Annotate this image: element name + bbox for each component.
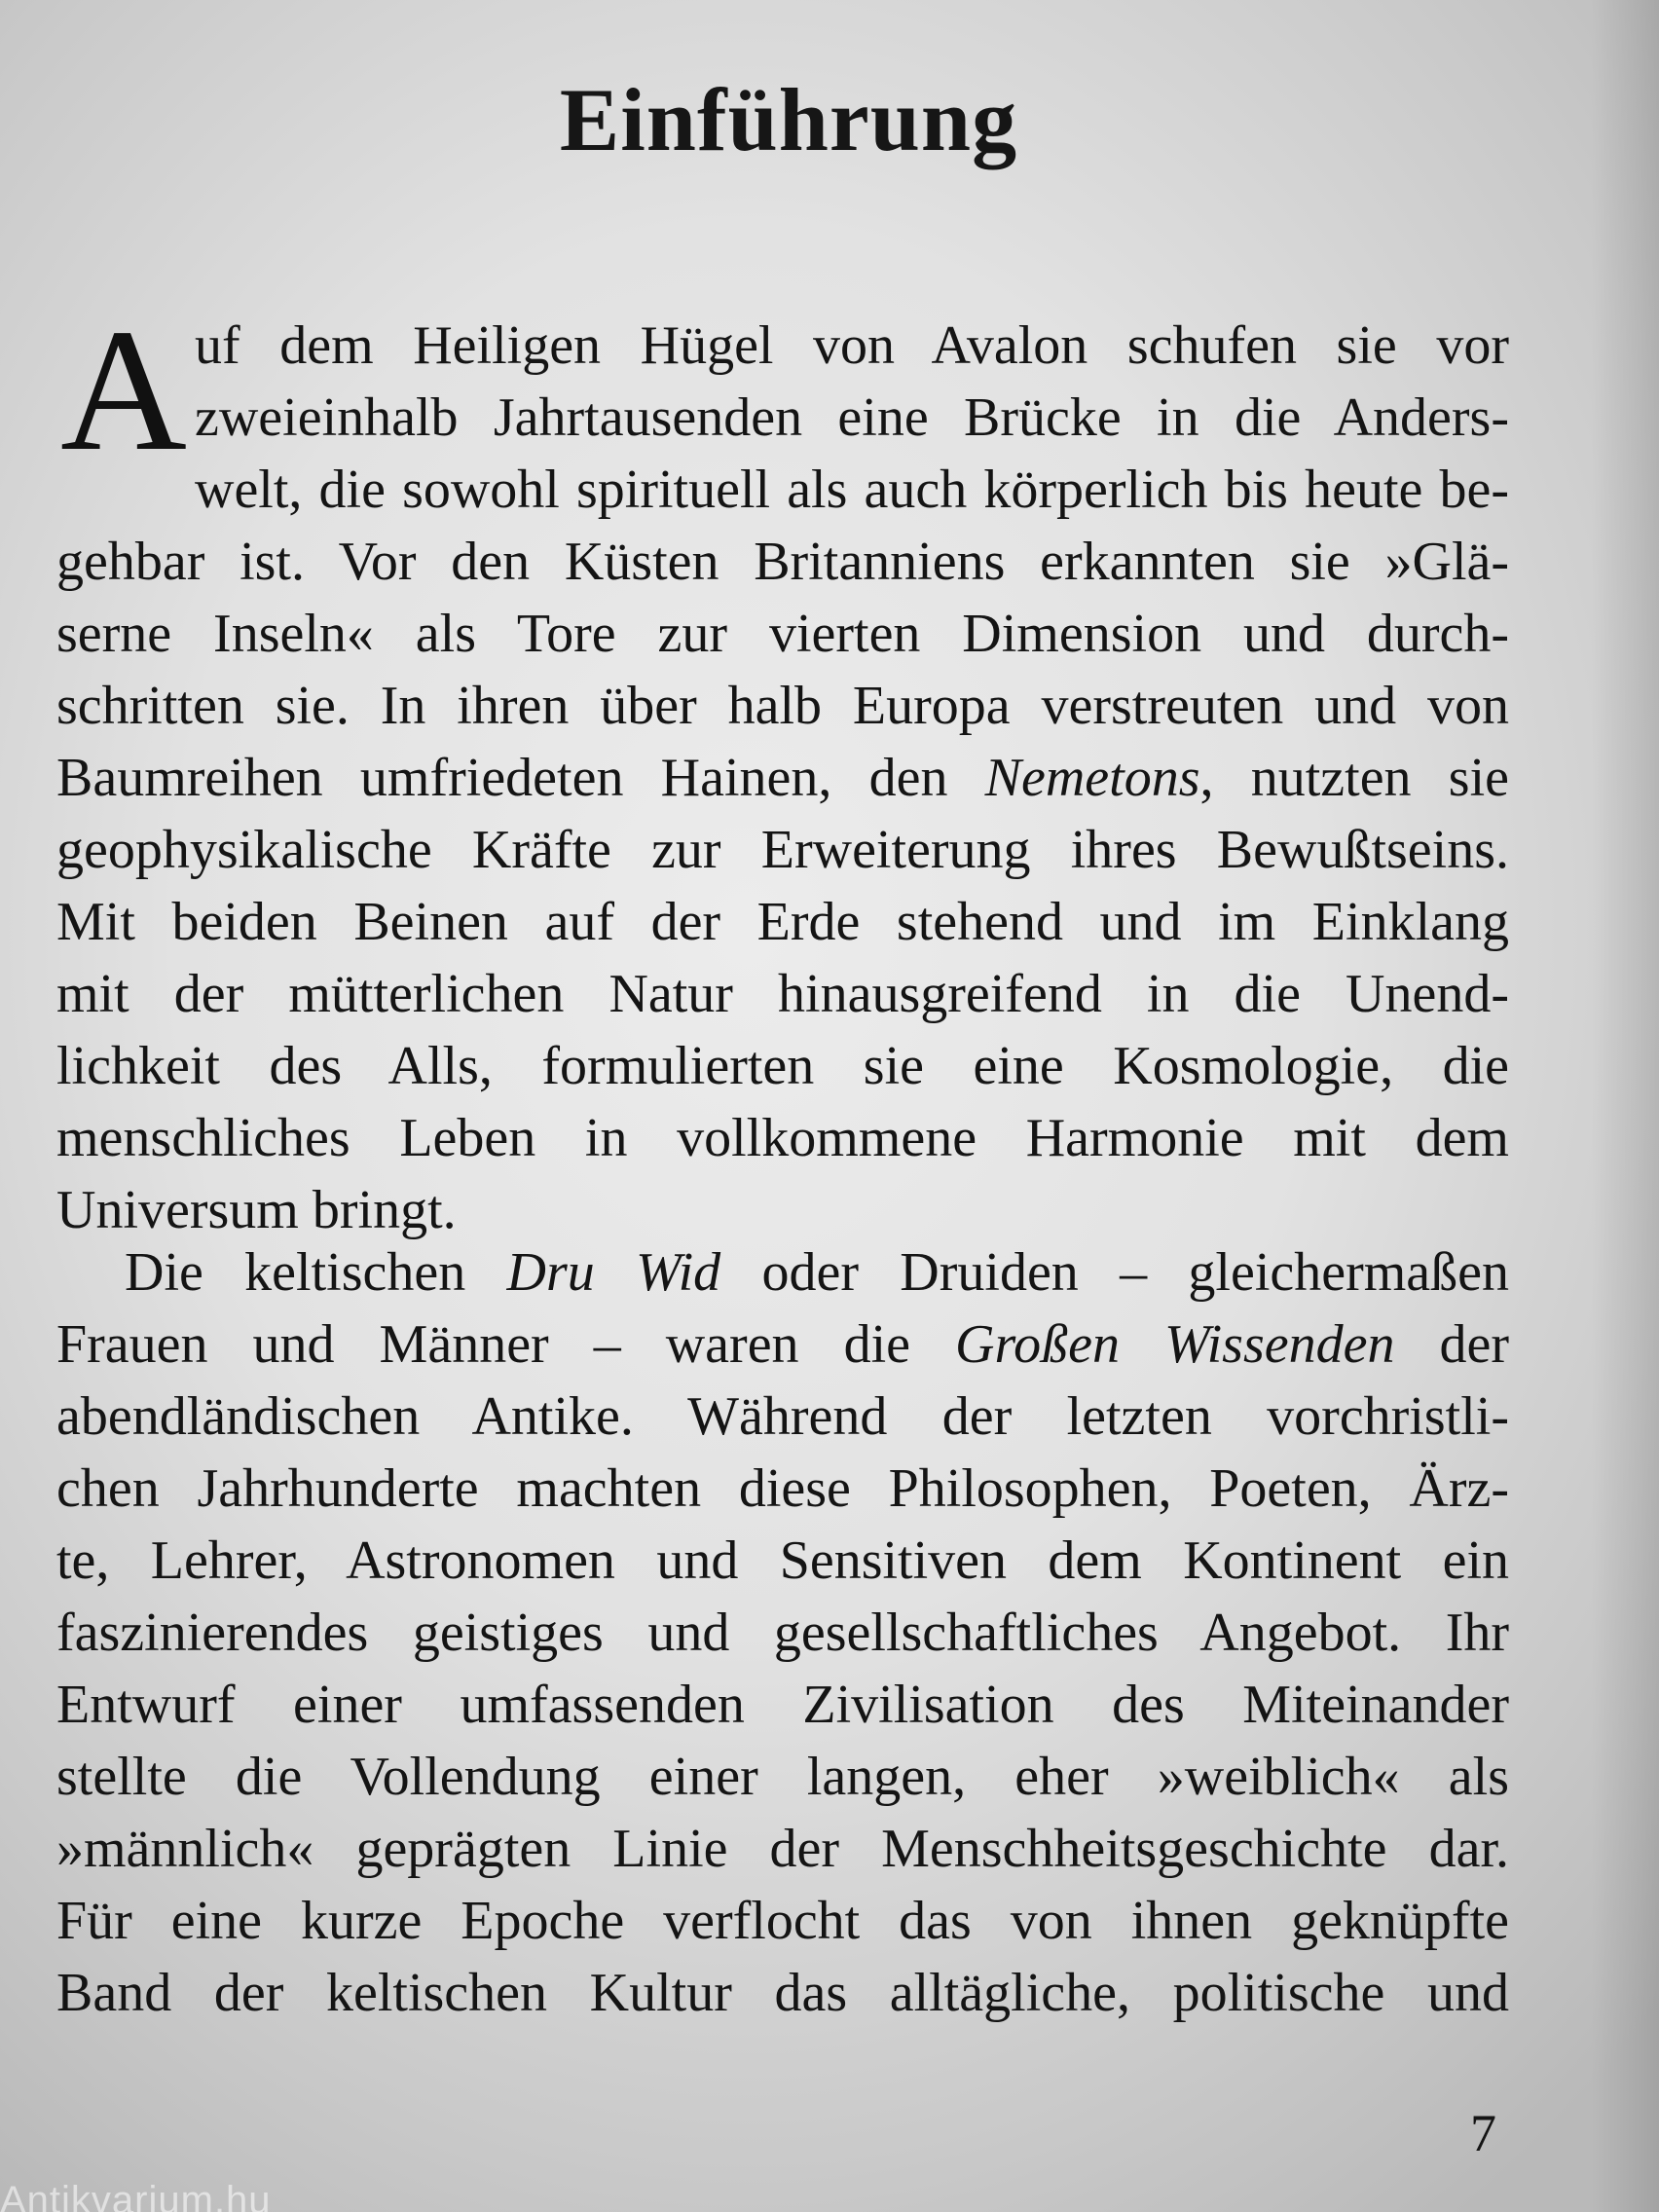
italic-term: Nemetons <box>984 748 1200 808</box>
paragraph-2 <box>56 1236 1509 2029</box>
text-line: Universum bringt. <box>56 1180 457 1240</box>
text-line: chen Jahrhunderte machten diese Philosophen, Poeten, Ärz- <box>56 1458 1509 1519</box>
text-line: welt, die sowohl spirituell als auch körperlich bis heute be- <box>195 460 1509 520</box>
text-line: schritten sie. In ihren über halb Europa verstreuten und von <box>56 676 1509 736</box>
page-shadow <box>1591 0 1659 2212</box>
italic-term: Großen Wissenden <box>955 1314 1395 1375</box>
text-line: serne Inseln« als Tore zur vierten Dimension und durch- <box>56 604 1509 664</box>
italic-term: Dru Wid <box>506 1242 721 1303</box>
text-line: Band der keltischen Kultur das alltägliche, politische und <box>56 1963 1509 2023</box>
text-line: »männlich« geprägten Linie der Menschheitsgeschichte dar. <box>56 1819 1509 1879</box>
text-line: te, Lehrer, Astronomen und Sensitiven dem Kontinent ein <box>56 1530 1509 1591</box>
text-line: faszinierendes geistiges und gesellschaftliches Angebot. Ihr <box>56 1603 1509 1663</box>
text-line: menschliches Leben in vollkommene Harmonie mit dem <box>56 1108 1509 1168</box>
watermark: Antikvarium.hu <box>0 2179 272 2212</box>
chapter-heading: Einführung <box>559 70 1018 169</box>
text-line: geophysikalische Kräfte zur Erweiterung ihres Bewußtseins. <box>56 820 1509 880</box>
text-line: Frauen und Männer – waren die Großen Wissenden der <box>56 1314 1509 1375</box>
text-line: abendländischen Antike. Während der letzten vorchristli- <box>56 1386 1509 1447</box>
drop-cap: A <box>60 293 187 487</box>
text-line: zweieinhalb Jahrtausenden eine Brücke in die Anders- <box>195 387 1509 448</box>
text-line: Entwurf einer umfassenden Zivilisation des Miteinander <box>56 1675 1509 1735</box>
text-line: Für eine kurze Epoche verflocht das von ihnen geknüpfte <box>56 1891 1509 1951</box>
text-line: Die keltischen Dru Wid oder Druiden – gleichermaßen <box>125 1242 1510 1303</box>
paragraph-1 <box>56 293 1509 1246</box>
text-line: Mit beiden Beinen auf der Erde stehend und im Einklang <box>56 892 1509 952</box>
text-line: lichkeit des Alls, formulierten sie eine Kosmologie, die <box>56 1036 1509 1096</box>
text-line: Baumreihen umfriedeten Hainen, den Nemetons, nutzten sie <box>56 748 1509 808</box>
text-line: stellte die Vollendung einer langen, eher »weiblich« als <box>56 1747 1509 1807</box>
text-line: gehbar ist. Vor den Küsten Britanniens erkannten sie »Glä- <box>56 532 1509 592</box>
text-line: uf dem Heiligen Hügel von Avalon schufen sie vor <box>195 315 1509 376</box>
page-number: 7 <box>1470 2104 1496 2162</box>
text-line: mit der mütterlichen Natur hinausgreifend in die Unend- <box>56 964 1509 1024</box>
